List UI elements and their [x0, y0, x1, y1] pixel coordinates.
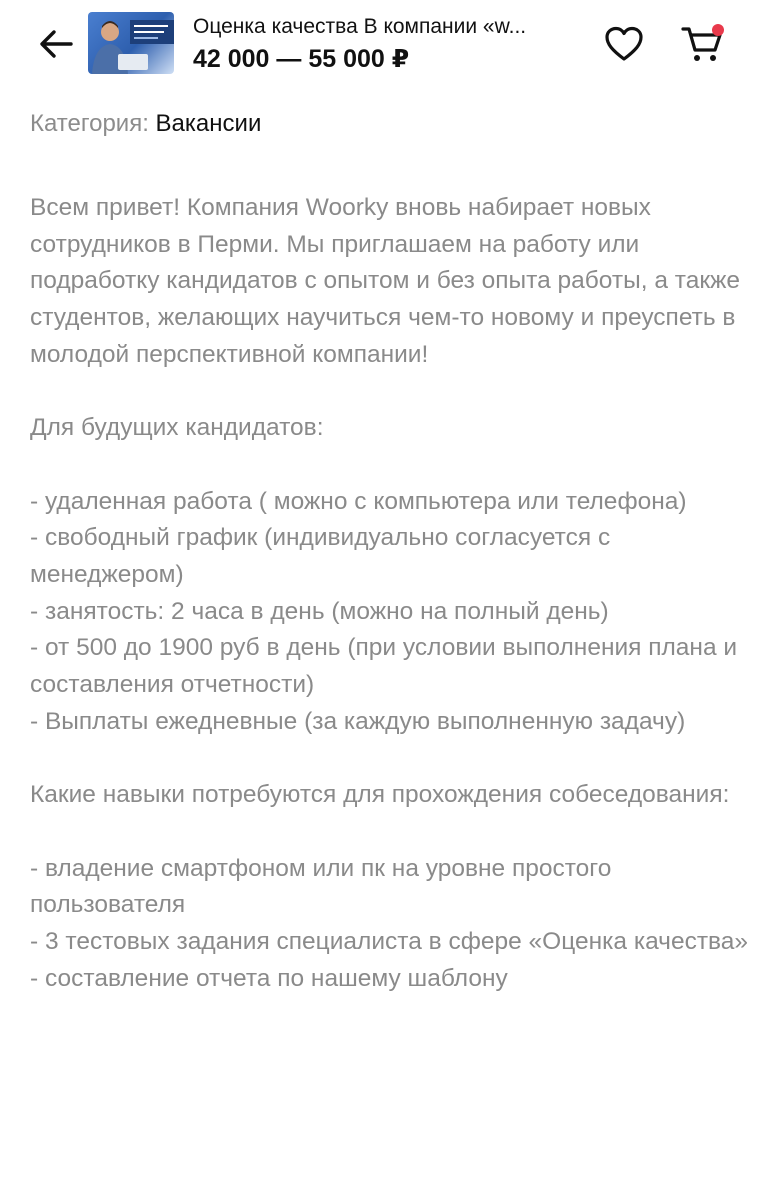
- category-row: [30, 106, 261, 142]
- category-label: Категория:: [30, 110, 149, 137]
- laptop-image: [118, 54, 148, 70]
- thumbnail-text-line: [134, 37, 158, 39]
- candidates-heading: Для будущих кандидатов:: [30, 414, 324, 442]
- listing-thumbnail[interactable]: [88, 12, 174, 74]
- thumbnail-text-line: [134, 25, 168, 27]
- candidate-item: - свободный график (индивидуально согласуется с менеджером): [30, 524, 611, 588]
- top-header: [0, 0, 772, 90]
- arrow-left-icon: [39, 29, 73, 59]
- listing-price: 42 000 — 55 000 ₽: [193, 45, 410, 73]
- skill-item: - 3 тестовых задания специалиста в сфере «Оценка качества»: [30, 928, 749, 955]
- favorite-button[interactable]: [600, 20, 648, 68]
- candidate-item: - удаленная работа ( можно с компьютера или телефона): [30, 487, 687, 515]
- listing-summary[interactable]: [193, 12, 568, 76]
- candidate-item: - от 500 до 1900 руб в день (при условии выполнения плана и составления отчетности): [30, 634, 738, 699]
- cart-button[interactable]: [676, 18, 728, 70]
- heart-icon: [604, 26, 644, 62]
- candidate-item: - занятость: 2 часа в день (можно на полный день): [30, 597, 609, 625]
- candidate-item: - Выплаты ежедневные (за каждую выполненную задачу): [30, 707, 686, 735]
- listing-title: Оценка качества В компании «w...: [193, 15, 527, 38]
- skill-item: - владение смартфоном или пк на уровне простого пользователя: [30, 854, 612, 919]
- skills-heading: Какие навыки потребуются для прохождения собеседования:: [30, 781, 730, 809]
- category-value[interactable]: Вакансии: [155, 110, 262, 137]
- skill-item: - составление отчета по нашему шаблону: [30, 964, 508, 992]
- cart-badge: [712, 24, 724, 36]
- listing-description: [30, 190, 755, 997]
- thumbnail-text-line: [134, 31, 164, 33]
- back-button[interactable]: [34, 22, 78, 66]
- description-intro: Всем привет! Компания Woorky вновь набирает новых сотрудников в Перми. Мы приглашаем на работу или подработку кандидатов с опытом и без опыта работы, а также студентов, желающих научиться чем-то новому и преуспеть в молодой перспективной компании!: [30, 194, 741, 368]
